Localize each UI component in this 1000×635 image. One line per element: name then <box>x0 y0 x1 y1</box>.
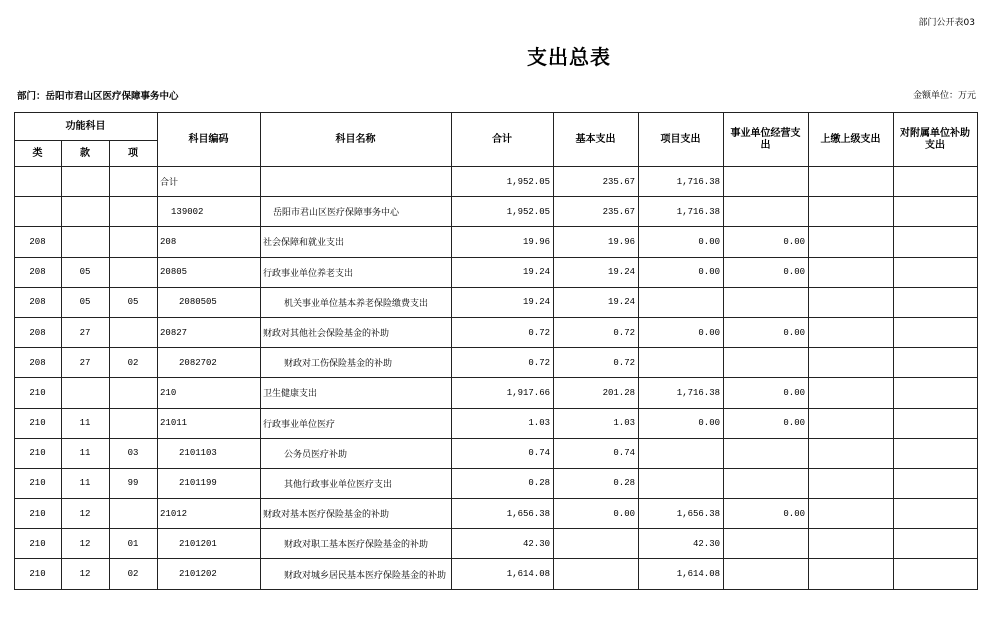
cell-business: 0.00 <box>724 227 809 257</box>
cell-code: 139002 <box>158 197 261 227</box>
cell-basic: 0.00 <box>554 499 639 529</box>
cell-project <box>639 468 724 498</box>
cell-name: 财政对城乡居民基本医疗保险基金的补助 <box>261 559 452 589</box>
cell-basic <box>554 529 639 559</box>
cell-code: 2101103 <box>158 438 261 468</box>
cell-total: 19.24 <box>452 257 554 287</box>
amount-unit-label: 金额单位：万元 <box>912 91 976 101</box>
cell-business <box>724 468 809 498</box>
table-row <box>15 348 978 378</box>
table-row <box>15 529 978 559</box>
cell-upper <box>809 559 894 589</box>
header-business: 事业单位经营支出 <box>724 113 809 167</box>
cell-project: 1,716.38 <box>639 197 724 227</box>
cell-category: 210 <box>15 559 62 589</box>
cell-upper <box>809 257 894 287</box>
cell-code: 20805 <box>158 257 261 287</box>
cell-business <box>724 559 809 589</box>
cell-subcategory <box>62 378 110 408</box>
cell-business <box>724 348 809 378</box>
cell-category: 208 <box>15 227 62 257</box>
table-row <box>15 438 978 468</box>
cell-subcategory: 05 <box>62 287 110 317</box>
cell-item: 05 <box>110 287 158 317</box>
table-row <box>15 559 978 589</box>
cell-subcategory <box>62 167 110 197</box>
cell-subsidiary <box>894 317 978 347</box>
cell-subcategory <box>62 227 110 257</box>
cell-project: 0.00 <box>639 227 724 257</box>
cell-basic: 19.24 <box>554 287 639 317</box>
cell-subsidiary <box>894 529 978 559</box>
cell-upper <box>809 529 894 559</box>
cell-item <box>110 499 158 529</box>
cell-item <box>110 197 158 227</box>
cell-total: 0.72 <box>452 317 554 347</box>
cell-project: 0.00 <box>639 317 724 347</box>
cell-upper <box>809 408 894 438</box>
cell-project: 0.00 <box>639 257 724 287</box>
cell-code: 20827 <box>158 317 261 347</box>
table-row <box>15 257 978 287</box>
cell-business <box>724 287 809 317</box>
header-subsidiary: 对附属单位补助支出 <box>894 113 978 167</box>
cell-project <box>639 348 724 378</box>
cell-subcategory: 27 <box>62 348 110 378</box>
cell-business <box>724 197 809 227</box>
cell-name: 行政事业单位养老支出 <box>261 257 452 287</box>
cell-business: 0.00 <box>724 378 809 408</box>
cell-subcategory: 27 <box>62 317 110 347</box>
header-total: 合计 <box>452 113 554 167</box>
cell-total: 19.96 <box>452 227 554 257</box>
cell-subcategory: 11 <box>62 438 110 468</box>
cell-category: 210 <box>15 378 62 408</box>
form-code: 部门公开表03 <box>918 18 975 28</box>
cell-item <box>110 257 158 287</box>
cell-business: 0.00 <box>724 408 809 438</box>
table-row <box>15 499 978 529</box>
cell-total: 1,952.05 <box>452 167 554 197</box>
cell-item <box>110 317 158 347</box>
cell-subsidiary <box>894 438 978 468</box>
cell-subcategory: 05 <box>62 257 110 287</box>
cell-business <box>724 167 809 197</box>
header-code: 科目编码 <box>158 113 261 167</box>
cell-code: 2101202 <box>158 559 261 589</box>
cell-category <box>15 197 62 227</box>
cell-basic: 0.72 <box>554 348 639 378</box>
header-project: 项目支出 <box>639 113 724 167</box>
cell-upper <box>809 499 894 529</box>
cell-name: 岳阳市君山区医疗保障事务中心 <box>261 197 452 227</box>
cell-category: 208 <box>15 348 62 378</box>
cell-upper <box>809 378 894 408</box>
table-row <box>15 227 978 257</box>
cell-project <box>639 438 724 468</box>
cell-basic: 0.28 <box>554 468 639 498</box>
cell-category: 210 <box>15 468 62 498</box>
cell-upper <box>809 227 894 257</box>
cell-basic: 1.03 <box>554 408 639 438</box>
table-row <box>15 408 978 438</box>
cell-name: 卫生健康支出 <box>261 378 452 408</box>
cell-upper <box>809 167 894 197</box>
table-row <box>15 167 978 197</box>
table-row <box>15 287 978 317</box>
cell-category: 208 <box>15 317 62 347</box>
cell-upper <box>809 287 894 317</box>
header-name: 科目名称 <box>261 113 452 167</box>
expenditure-table-body <box>15 167 978 590</box>
cell-project: 1,614.08 <box>639 559 724 589</box>
cell-total: 1.03 <box>452 408 554 438</box>
cell-category <box>15 167 62 197</box>
cell-category: 210 <box>15 438 62 468</box>
cell-subsidiary <box>894 559 978 589</box>
cell-subcategory: 12 <box>62 499 110 529</box>
table-row <box>15 378 978 408</box>
cell-subsidiary <box>894 499 978 529</box>
cell-category: 210 <box>15 408 62 438</box>
cell-name: 行政事业单位医疗 <box>261 408 452 438</box>
cell-business <box>724 438 809 468</box>
cell-item <box>110 167 158 197</box>
cell-item: 99 <box>110 468 158 498</box>
cell-subcategory <box>62 197 110 227</box>
cell-item <box>110 227 158 257</box>
cell-basic: 235.67 <box>554 197 639 227</box>
cell-upper <box>809 348 894 378</box>
cell-basic: 0.74 <box>554 438 639 468</box>
cell-code: 合计 <box>158 167 261 197</box>
cell-name: 财政对其他社会保险基金的补助 <box>261 317 452 347</box>
cell-total: 19.24 <box>452 287 554 317</box>
table-row <box>15 468 978 498</box>
cell-project: 1,716.38 <box>639 378 724 408</box>
cell-subsidiary <box>894 287 978 317</box>
cell-total: 1,952.05 <box>452 197 554 227</box>
cell-upper <box>809 438 894 468</box>
cell-name: 财政对工伤保险基金的补助 <box>261 348 452 378</box>
cell-name <box>261 167 452 197</box>
cell-category: 210 <box>15 499 62 529</box>
header-basic: 基本支出 <box>554 113 639 167</box>
cell-project: 0.00 <box>639 408 724 438</box>
cell-subsidiary <box>894 408 978 438</box>
cell-upper <box>809 317 894 347</box>
cell-subsidiary <box>894 378 978 408</box>
cell-code: 208 <box>158 227 261 257</box>
cell-subcategory: 11 <box>62 408 110 438</box>
cell-subcategory: 12 <box>62 529 110 559</box>
cell-category: 208 <box>15 257 62 287</box>
header-upper: 上缴上级支出 <box>809 113 894 167</box>
cell-business <box>724 529 809 559</box>
cell-code: 21012 <box>158 499 261 529</box>
cell-total: 1,656.38 <box>452 499 554 529</box>
cell-category: 210 <box>15 529 62 559</box>
cell-business: 0.00 <box>724 317 809 347</box>
cell-code: 2082702 <box>158 348 261 378</box>
cell-total: 42.30 <box>452 529 554 559</box>
cell-name: 财政对基本医疗保险基金的补助 <box>261 499 452 529</box>
cell-name: 其他行政事业单位医疗支出 <box>261 468 452 498</box>
cell-business: 0.00 <box>724 257 809 287</box>
cell-code: 210 <box>158 378 261 408</box>
cell-name: 公务员医疗补助 <box>261 438 452 468</box>
header-item: 项 <box>110 141 158 167</box>
cell-total: 1,614.08 <box>452 559 554 589</box>
cell-project: 1,716.38 <box>639 167 724 197</box>
cell-code: 2080505 <box>158 287 261 317</box>
cell-item <box>110 378 158 408</box>
cell-item: 02 <box>110 559 158 589</box>
expenditure-table <box>14 112 978 590</box>
table-row <box>15 317 978 347</box>
cell-total: 1,917.66 <box>452 378 554 408</box>
cell-total: 0.72 <box>452 348 554 378</box>
cell-code: 21011 <box>158 408 261 438</box>
cell-total: 0.28 <box>452 468 554 498</box>
cell-code: 2101199 <box>158 468 261 498</box>
cell-name: 财政对职工基本医疗保险基金的补助 <box>261 529 452 559</box>
header-category: 类 <box>15 141 62 167</box>
cell-code: 2101201 <box>158 529 261 559</box>
cell-category: 208 <box>15 287 62 317</box>
cell-basic: 19.96 <box>554 227 639 257</box>
cell-business: 0.00 <box>724 499 809 529</box>
department-label: 部门：岳阳市君山区医疗保障事务中心 <box>17 91 179 102</box>
cell-item: 01 <box>110 529 158 559</box>
cell-basic <box>554 559 639 589</box>
cell-subsidiary <box>894 167 978 197</box>
cell-subcategory: 11 <box>62 468 110 498</box>
cell-project <box>639 287 724 317</box>
cell-upper <box>809 197 894 227</box>
cell-subcategory: 12 <box>62 559 110 589</box>
cell-item: 02 <box>110 348 158 378</box>
cell-item <box>110 408 158 438</box>
header-functional-subject: 功能科目 <box>15 113 158 141</box>
cell-total: 0.74 <box>452 438 554 468</box>
table-header <box>15 113 978 167</box>
cell-basic: 201.28 <box>554 378 639 408</box>
cell-subsidiary <box>894 468 978 498</box>
cell-subsidiary <box>894 227 978 257</box>
cell-basic: 235.67 <box>554 167 639 197</box>
cell-name: 社会保障和就业支出 <box>261 227 452 257</box>
cell-upper <box>809 468 894 498</box>
cell-item: 03 <box>110 438 158 468</box>
cell-project: 1,656.38 <box>639 499 724 529</box>
cell-basic: 19.24 <box>554 257 639 287</box>
cell-basic: 0.72 <box>554 317 639 347</box>
header-subcategory: 款 <box>62 141 110 167</box>
cell-project: 42.30 <box>639 529 724 559</box>
table-row <box>15 197 978 227</box>
cell-subsidiary <box>894 197 978 227</box>
cell-name: 机关事业单位基本养老保险缴费支出 <box>261 287 452 317</box>
page-title: 支出总表 <box>527 45 611 69</box>
cell-subsidiary <box>894 348 978 378</box>
cell-subsidiary <box>894 257 978 287</box>
